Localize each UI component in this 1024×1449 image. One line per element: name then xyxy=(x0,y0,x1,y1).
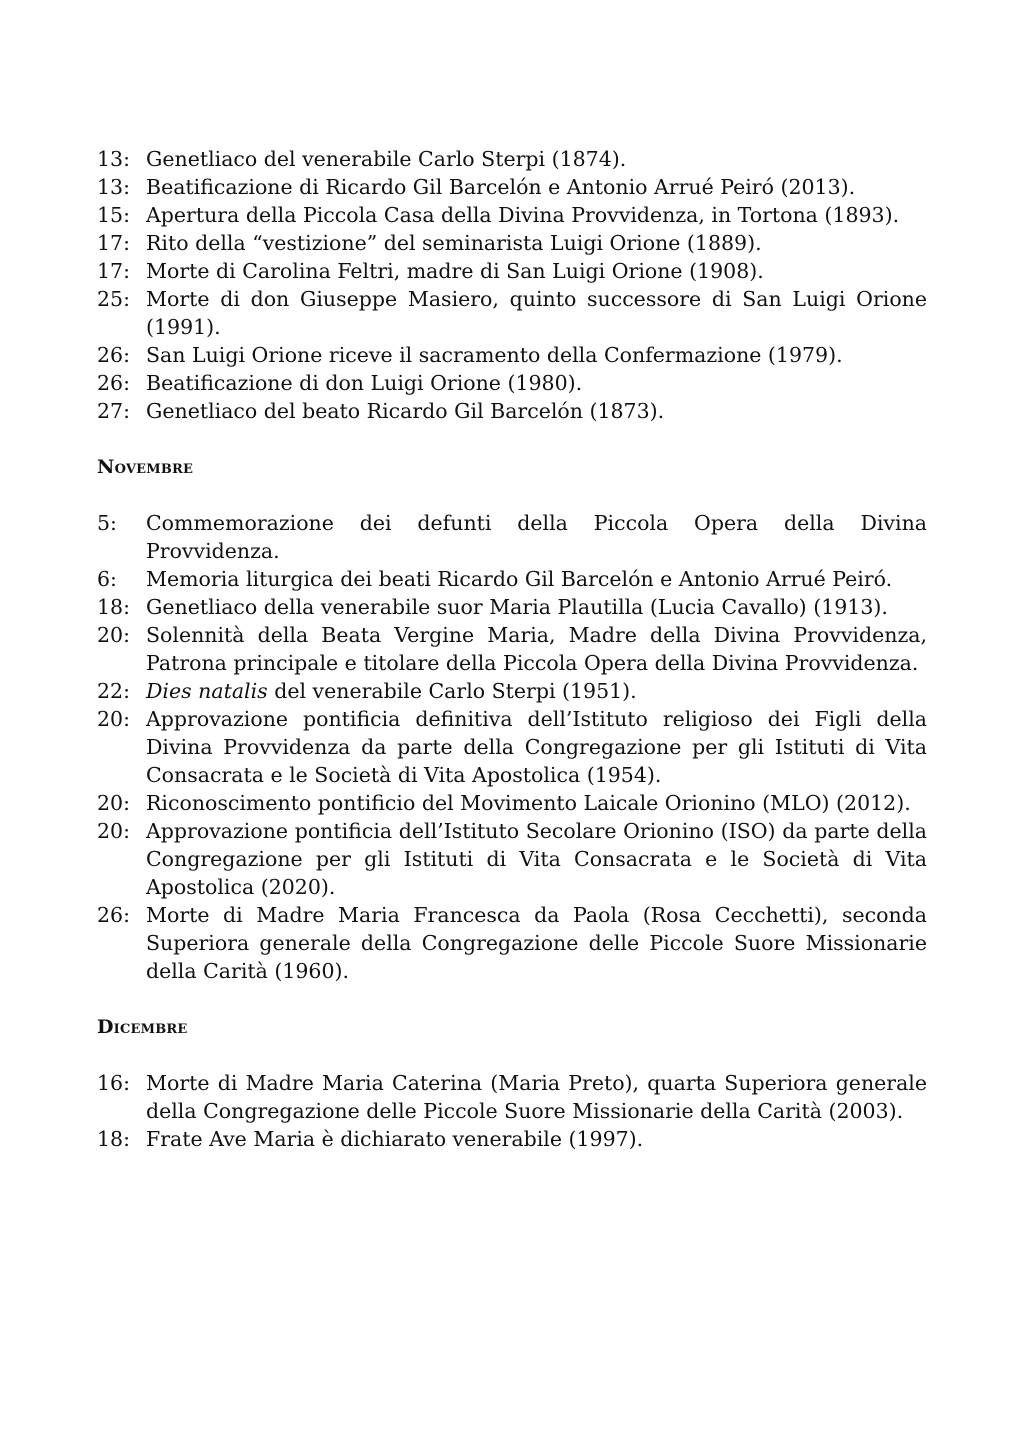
entry-day: 26: xyxy=(97,903,130,927)
entry-day: 16: xyxy=(97,1071,130,1095)
list-item xyxy=(97,369,927,397)
entry-day: 18: xyxy=(97,1127,130,1151)
entry-text: Apertura della Piccola Casa della Divina Provvidenza, in Tortona (1893). xyxy=(146,203,900,227)
novembre-list xyxy=(97,509,927,985)
entry-day: 13: xyxy=(97,147,130,171)
list-item xyxy=(97,173,927,201)
entry-text: Genetliaco del venerabile Carlo Sterpi (1874). xyxy=(146,147,627,171)
section-title-novembre: Novembre xyxy=(97,456,194,478)
entry-day: 18: xyxy=(97,595,130,619)
entry-text: Riconoscimento pontificio del Movimento Laicale Orionino (MLO) (2012). xyxy=(146,791,911,815)
list-item xyxy=(97,677,927,705)
entry-text: Approvazione pontificia definitiva dell’Istituto religioso dei Figli della Divina Provvidenza da parte della Congregazione per gli Istituti di Vita Consacrata e le Società di Vita Apostolica (1954). xyxy=(146,707,927,787)
entry-day: 5: xyxy=(97,511,117,535)
entry-text: Commemorazione dei defunti della Piccola Opera della Divina Provvidenza. xyxy=(146,511,927,563)
entry-day: 17: xyxy=(97,231,130,255)
entry-day: 20: xyxy=(97,791,130,815)
list-item xyxy=(97,397,927,425)
entry-text: Genetliaco della venerabile suor Maria Plautilla (Lucia Cavallo) (1913). xyxy=(146,595,888,619)
list-item xyxy=(97,1069,927,1125)
list-item xyxy=(97,593,927,621)
entry-text: Beatificazione di don Luigi Orione (1980). xyxy=(146,371,583,395)
ottobre-list xyxy=(97,145,927,425)
entry-text: Frate Ave Maria è dichiarato venerabile (1997). xyxy=(146,1127,644,1151)
list-item xyxy=(97,565,927,593)
entry-day: 25: xyxy=(97,287,130,311)
entry-text: Morte di don Giuseppe Masiero, quinto successore di San Luigi Orione (1991). xyxy=(146,287,927,339)
list-item xyxy=(97,621,927,677)
entry-day: 17: xyxy=(97,259,130,283)
entry-day: 22: xyxy=(97,679,130,703)
entry-day: 20: xyxy=(97,819,130,843)
dicembre-list xyxy=(97,1069,927,1153)
entry-day: 27: xyxy=(97,399,130,423)
entry-text xyxy=(146,677,927,705)
entry-text: Approvazione pontificia dell’Istituto Secolare Orionino (ISO) da parte della Congregazione per gli Istituti di Vita Consacrata e le Società di Vita Apostolica (2020). xyxy=(146,819,927,899)
entry-day: 13: xyxy=(97,175,130,199)
entry-italic-text: Dies natalis xyxy=(146,679,268,703)
list-item xyxy=(97,229,927,257)
list-item xyxy=(97,285,927,341)
entry-day: 15: xyxy=(97,203,130,227)
entry-text: Beatificazione di Ricardo Gil Barcelón e Antonio Arrué Peiró (2013). xyxy=(146,175,856,199)
entry-text: Rito della “vestizione” del seminarista Luigi Orione (1889). xyxy=(146,231,762,255)
list-item xyxy=(97,817,927,901)
entry-day: 26: xyxy=(97,371,130,395)
entry-text: Morte di Carolina Feltri, madre di San Luigi Orione (1908). xyxy=(146,259,764,283)
list-item xyxy=(97,901,927,985)
list-item xyxy=(97,341,927,369)
section-title-dicembre: Dicembre xyxy=(97,1016,188,1038)
list-item xyxy=(97,257,927,285)
list-item xyxy=(97,201,927,229)
entry-text-rest: del venerabile Carlo Sterpi (1951). xyxy=(267,679,637,703)
entry-text: Solennità della Beata Vergine Maria, Madre della Divina Provvidenza, Patrona principale e titolare della Piccola Opera della Divina Provvidenza. xyxy=(146,623,927,675)
entry-text: Morte di Madre Maria Caterina (Maria Preto), quarta Superiora generale della Congregazione delle Piccole Suore Missionarie della Carità (2003). xyxy=(146,1071,927,1123)
list-item xyxy=(97,705,927,789)
entry-text: Genetliaco del beato Ricardo Gil Barcelón (1873). xyxy=(146,399,665,423)
entry-day: 6: xyxy=(97,567,117,591)
list-item xyxy=(97,789,927,817)
entry-text: Morte di Madre Maria Francesca da Paola (Rosa Cecchetti), seconda Superiora generale della Congregazione delle Piccole Suore Missionarie della Carità (1960). xyxy=(146,903,927,983)
entry-day: 20: xyxy=(97,707,130,731)
list-item xyxy=(97,145,927,173)
entry-day: 26: xyxy=(97,343,130,367)
entry-day: 20: xyxy=(97,623,130,647)
list-item xyxy=(97,509,927,565)
entry-text: San Luigi Orione riceve il sacramento della Confermazione (1979). xyxy=(146,343,843,367)
entry-text: Memoria liturgica dei beati Ricardo Gil Barcelón e Antonio Arrué Peiró. xyxy=(146,567,893,591)
list-item xyxy=(97,1125,927,1153)
document-page xyxy=(97,145,927,1153)
